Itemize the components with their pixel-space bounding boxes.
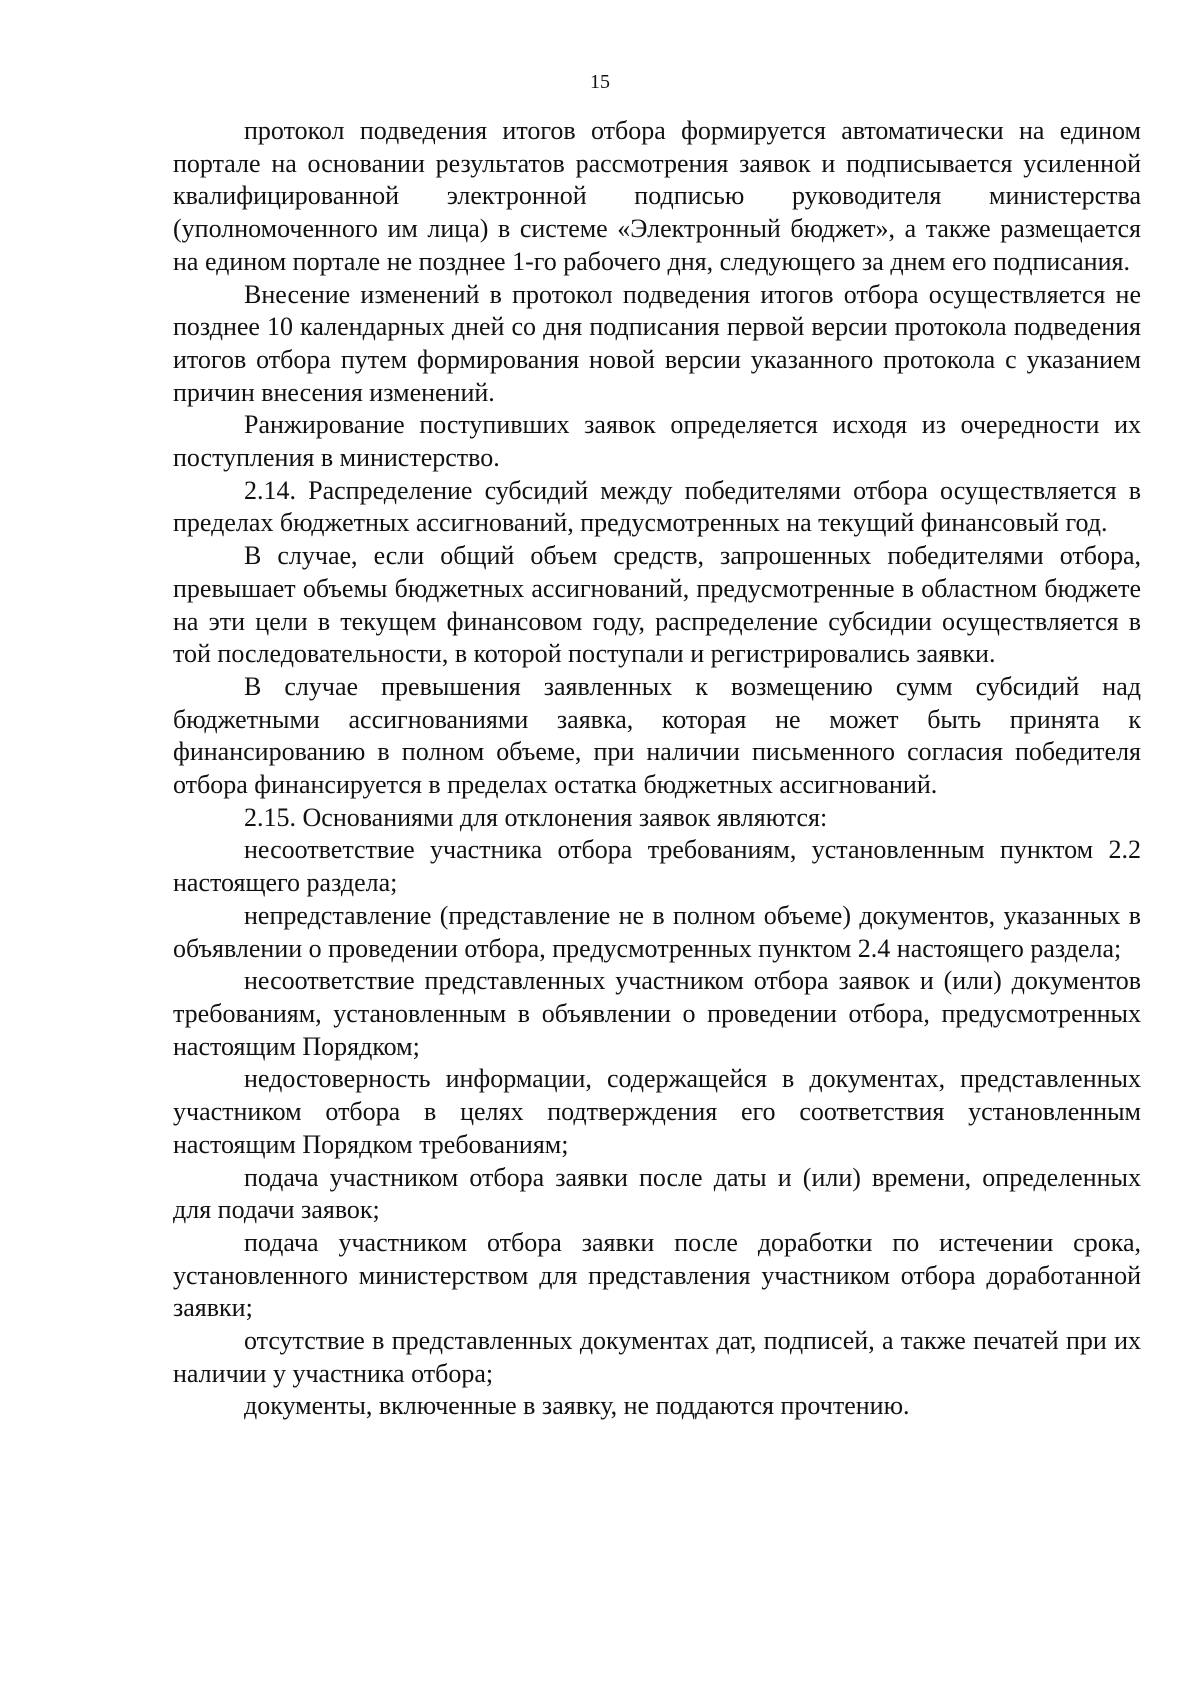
page-number: 15	[590, 71, 610, 93]
paragraph-protocol-formation: протокол подведения итогов отбора формируется автоматически на едином портале на основании результатов рассмотрения заявок и подписывается усиленной квалифицированной электронной подписью руководителя министерства (уполномоченного им лица) в системе «Электронный бюджет», а также размещается на едином портале не позднее 1-го рабочего дня, следующего за днем его подписания.	[173, 116, 1141, 276]
list-item-late-submission: подача участником отбора заявки после даты и (или) времени, определенных для подачи заявок;	[173, 1162, 1141, 1225]
paragraph-excess-claims: В случае превышения заявленных к возмещению сумм субсидий над бюджетными ассигнованиями заявка, которая не может быть принята к финансированию в полном объеме, при наличии письменного согласия победителя отбора финансируется в пределах остатка бюджетных ассигнований.	[173, 671, 1141, 800]
list-item-unreliable-information: недостоверность информации, содержащейся в документах, представленных участником отбора в целях подтверждения его соответствия установленным настоящим Порядком требованиям;	[173, 1064, 1141, 1159]
list-item-missing-signatures: отсутствие в представленных документах дат, подписей, а также печатей при их наличии у участника отбора;	[173, 1326, 1141, 1388]
paragraph-2-15-rejection-grounds: 2.15. Основаниями для отклонения заявок являются:	[244, 802, 828, 832]
list-item-late-revision: подача участником отбора заявки после доработки по истечении срока, установленного министерством для представления участником отбора доработанной заявки;	[173, 1227, 1141, 1323]
paragraph-excess-volume: В случае, если общий объем средств, запрошенных победителями отбора, превышает объемы бюджетных ассигнований, предусмотренные в областном бюджете на эти цели в текущем финансовом году, распределение субсидии осуществляется в той последовательности, в которой поступали и регистрировались заявки.	[173, 541, 1141, 669]
paragraph-protocol-changes: Внесение изменений в протокол подведения итогов отбора осуществляется не позднее 10 календарных дней со дня подписания первой версии протокола подведения итогов отбора путем формирования новой версии указанного протокола с указанием причин внесения изменений.	[173, 279, 1141, 407]
paragraph-ranking: Ранжирование поступивших заявок определяется исходя из очередности их поступления в министерство.	[173, 410, 1141, 473]
list-item-noncompliance-participant: несоответствие участника отбора требованиям, установленным пунктом 2.2 настоящего раздела;	[173, 835, 1141, 898]
list-item-nonsubmission: непредставление (представление не в полном объеме) документов, указанных в объявлении о проведении отбора, предусмотренных пунктом 2.4 настоящего раздела;	[173, 900, 1141, 963]
document-body	[173, 115, 1141, 1423]
list-item-unreadable-documents: документы, включенные в заявку, не поддаются прочтению.	[244, 1391, 910, 1421]
list-item-noncompliance-documents: несоответствие представленных участником отбора заявок и (или) документов требованиям, установленным в объявлении о проведении отбора, предусмотренных настоящим Порядком;	[173, 966, 1141, 1061]
paragraph-2-14-distribution: 2.14. Распределение субсидий между победителями отбора осуществляется в пределах бюджетных ассигнований, предусмотренных на текущий финансовый год.	[173, 475, 1141, 538]
